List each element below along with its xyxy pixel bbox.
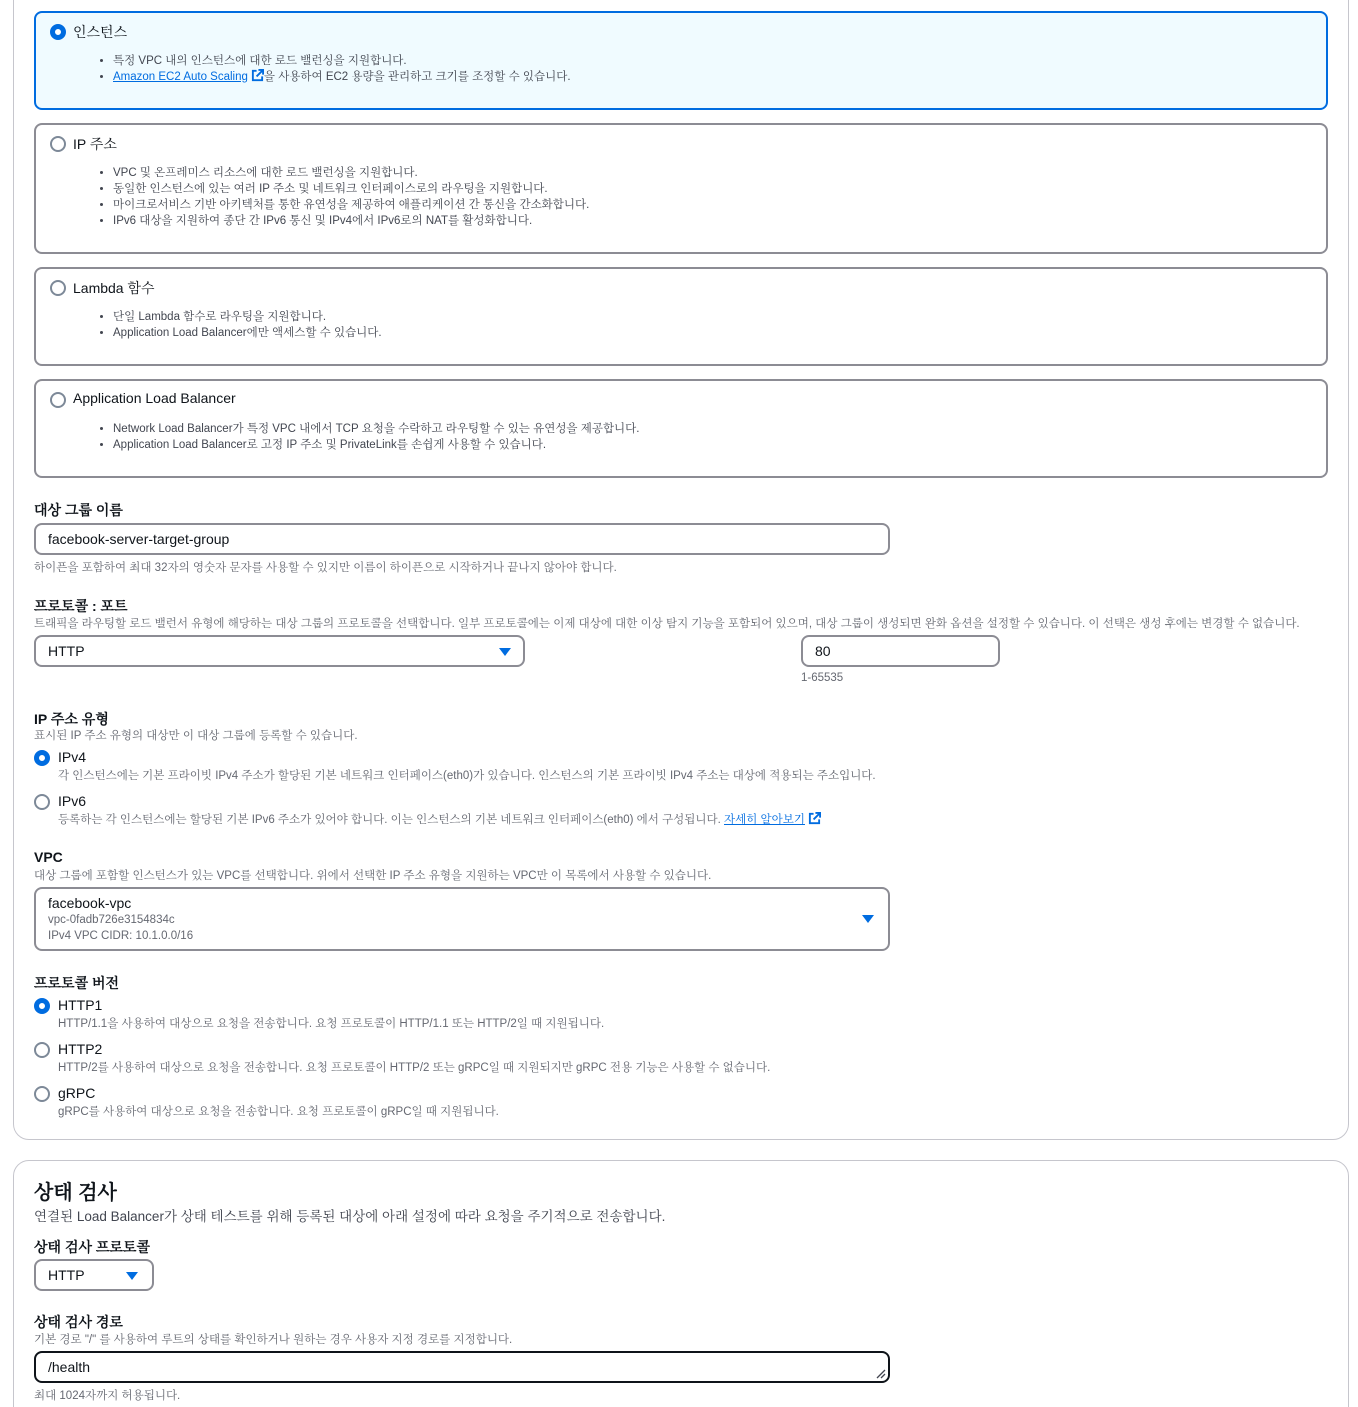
- bullet: • 마이크로서비스 기반 아키텍처를 통한 유연성을 제공하여 애플리케이션 간 통신을 간소화합니다.: [113, 197, 589, 213]
- ipv4-radio[interactable]: [34, 750, 50, 766]
- vpc-select[interactable]: [34, 887, 890, 951]
- target-type-bullets: [113, 309, 382, 341]
- bullet: • VPC 및 온프레미스 리소스에 대한 로드 밸런싱을 지원합니다.: [113, 165, 589, 181]
- target-type-instances-tile[interactable]: [34, 11, 1328, 110]
- vpc-name: facebook-vpc: [48, 895, 132, 911]
- bullet-text: 을 사용하여 EC2 용량을 관리하고 크기를 조정할 수 있습니다.: [263, 71, 571, 83]
- bullet: • IPv6 대상을 지원하여 종단 간 IPv6 통신 및 IPv4에서 IPv6로의 NAT를 활성화합니다.: [113, 213, 589, 229]
- grpc-description: gRPC를 사용하여 대상으로 요청을 전송합니다. 요청 프로토콜이 gRPC일 때 지원됩니다.: [58, 1106, 499, 1118]
- caret-down-icon: [862, 915, 874, 923]
- http2-label[interactable]: HTTP2: [58, 1041, 103, 1057]
- resize-handle-icon[interactable]: [874, 1367, 886, 1379]
- target-type-instances-radio[interactable]: [50, 24, 66, 40]
- http1-radio[interactable]: [34, 998, 50, 1014]
- grpc-radio[interactable]: [34, 1086, 50, 1102]
- health-check-path-value: /health: [48, 1359, 91, 1375]
- bullet: • 특정 VPC 내의 인스턴스에 대한 로드 밸런싱을 지원합니다.: [113, 53, 571, 69]
- health-check-protocol-select[interactable]: [34, 1259, 154, 1291]
- grpc-label[interactable]: gRPC: [58, 1085, 96, 1101]
- bullet-with-link: [113, 69, 571, 85]
- auto-scaling-link[interactable]: Amazon EC2 Auto Scaling: [113, 71, 248, 83]
- external-link-icon: [251, 69, 264, 82]
- health-check-path-label: 상태 검사 경로: [34, 1314, 123, 1330]
- protocol-select-value: HTTP: [48, 643, 85, 659]
- protocol-select[interactable]: [34, 635, 525, 667]
- ipv6-description: [58, 811, 821, 827]
- http2-description: HTTP/2를 사용하여 대상으로 요청을 전송합니다. 요청 프로토콜이 HTTP/2 또는 gRPC일 때 지원되지만 gRPC 전용 기능은 사용할 수 없습니다.: [58, 1062, 771, 1074]
- ipv6-label[interactable]: IPv6: [58, 793, 87, 809]
- ipv4-label[interactable]: IPv4: [58, 749, 87, 765]
- target-type-bullets: [113, 421, 639, 453]
- learn-more-link[interactable]: 자세히 알아보기: [724, 814, 805, 826]
- target-type-ip-radio[interactable]: [50, 136, 66, 152]
- ipv6-desc-text: 등록하는 각 인스턴스에는 할당된 기본 IPv6 주소가 있어야 합니다. 이는 인스턴스의 기본 네트워크 인터페이스(eth0) 에서 구성됩니다.: [58, 814, 725, 826]
- bullet: • Network Load Balancer가 특정 VPC 내에서 TCP 요청을 수락하고 라우팅할 수 있는 유연성을 제공합니다.: [113, 421, 639, 437]
- http2-radio[interactable]: [34, 1042, 50, 1058]
- target-group-name-label: 대상 그룹 이름: [34, 502, 123, 518]
- bullet: • 동일한 인스턴스에 있는 여러 IP 주소 및 네트워크 인터페이스로의 라우팅을 지원합니다.: [113, 181, 589, 197]
- bullet: • Application Load Balancer에만 액세스할 수 있습니다.: [113, 325, 382, 341]
- ipv4-description: 각 인스턴스에는 기본 프라이빗 IPv4 주소가 할당된 기본 네트워크 인터페이스(eth0)가 있습니다. 인스턴스의 기본 프라이빗 IPv4 주소는 대상에 적용되는 주소입니다.: [58, 770, 876, 782]
- health-check-path-input[interactable]: [34, 1351, 890, 1383]
- target-type-title: Application Load Balancer: [73, 390, 236, 406]
- http1-description: HTTP/1.1을 사용하여 대상으로 요청을 전송합니다. 요청 프로토콜이 HTTP/1.1 또는 HTTP/2일 때 지원됩니다.: [58, 1018, 605, 1030]
- health-check-protocol-value: HTTP: [48, 1267, 85, 1283]
- port-hint: 1-65535: [801, 672, 844, 684]
- caret-down-icon: [126, 1272, 138, 1280]
- ipv6-radio[interactable]: [34, 794, 50, 810]
- target-type-title: Lambda 함수: [73, 280, 155, 296]
- port-input[interactable]: 80: [801, 635, 1000, 667]
- ip-type-label: IP 주소 유형: [34, 711, 109, 727]
- target-type-title: 인스턴스: [73, 24, 128, 40]
- external-link-icon: [808, 812, 821, 825]
- target-group-name-input[interactable]: facebook-server-target-group: [34, 523, 890, 555]
- health-check-title: 상태 검사: [34, 1182, 117, 1204]
- vpc-description: 대상 그룹에 포함할 인스턴스가 있는 VPC를 선택합니다. 위에서 선택한 IP 주소 유형을 지원하는 VPC만 이 목록에서 사용할 수 있습니다.: [34, 870, 712, 882]
- caret-down-icon: [499, 648, 511, 656]
- protocol-port-description: 트래픽을 라우팅할 로드 밸런서 유형에 해당하는 대상 그룹의 프로토콜을 선택합니다. 일부 프로토콜에는 이제 대상에 대한 이상 탐지 기능을 포함되어 있으며, 대상 그룹이 생성되면 완화 옵션을 설정할 수 있습니다. 이 선택은 생성 후에는 변경할 수 없습니다.: [34, 618, 1300, 630]
- target-group-name-hint: 하이픈을 포함하여 최대 32자의 영숫자 문자를 사용할 수 있지만 이름이 하이픈으로 시작하거나 끝나지 않아야 합니다.: [34, 562, 617, 574]
- bullet: • 단일 Lambda 함수로 라우팅을 지원합니다.: [113, 309, 382, 325]
- protocol-port-label: 프로토콜 : 포트: [34, 598, 128, 614]
- vpc-id: vpc-0fadb726e3154834c: [48, 914, 175, 926]
- health-check-description: 연결된 Load Balancer가 상태 테스트를 위해 등록된 대상에 아래 설정에 따라 요청을 주기적으로 전송합니다.: [34, 1209, 666, 1224]
- vpc-cidr: IPv4 VPC CIDR: 10.1.0.0/16: [48, 930, 194, 942]
- target-type-alb-radio[interactable]: [50, 392, 66, 408]
- vpc-label: VPC: [34, 849, 63, 865]
- target-type-alb-tile[interactable]: [34, 379, 1328, 478]
- health-check-path-hint: 최대 1024자까지 허용됩니다.: [34, 1390, 181, 1402]
- target-type-ip-tile[interactable]: [34, 123, 1328, 254]
- ip-type-description: 표시된 IP 주소 유형의 대상만 이 대상 그룹에 등록할 수 있습니다.: [34, 730, 358, 742]
- target-type-lambda-radio[interactable]: [50, 280, 66, 296]
- http1-label[interactable]: HTTP1: [58, 997, 103, 1013]
- target-type-title: IP 주소: [73, 136, 117, 152]
- target-type-lambda-tile[interactable]: [34, 267, 1328, 366]
- target-type-bullets: [113, 53, 571, 85]
- protocol-version-label: 프로토콜 버전: [34, 975, 120, 991]
- health-check-path-description: 기본 경로 "/" 를 사용하여 루트의 상태를 확인하거나 원하는 경우 사용자 지정 경로를 지정합니다.: [34, 1334, 513, 1346]
- health-check-protocol-label: 상태 검사 프로토콜: [34, 1239, 150, 1255]
- target-type-bullets: [113, 165, 589, 229]
- bullet: • Application Load Balancer로 고정 IP 주소 및 PrivateLink를 손쉽게 사용할 수 있습니다.: [113, 437, 639, 453]
